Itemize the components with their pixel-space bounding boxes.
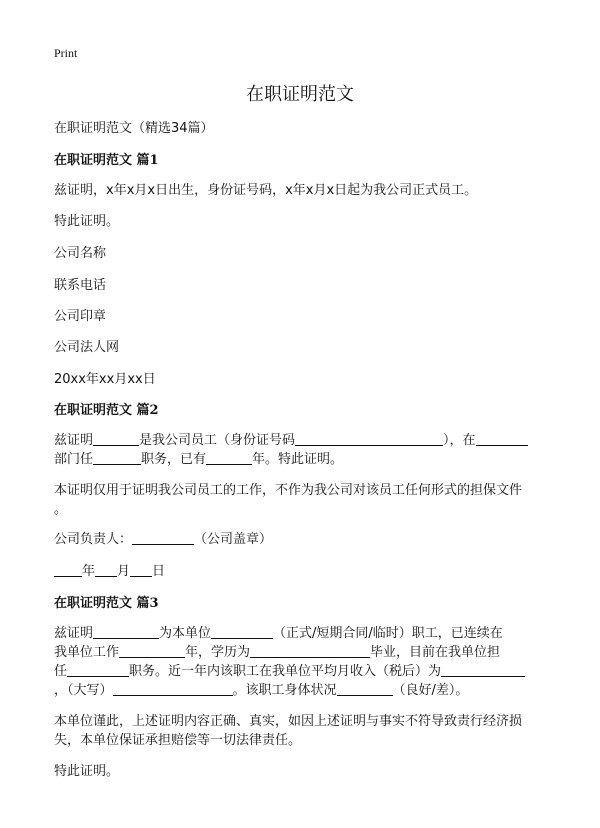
position-blank	[93, 451, 141, 465]
section2-para2-line1: 本证明仅用于证明我公司员工的工作，不作为我公司对该员工任何形式的担保文件	[54, 483, 523, 498]
section3-para2-line1: 本单位谨此，上述证明内容正确、真实，如因上述证明与事实不符导致责行经济损	[54, 714, 523, 729]
section1-date: 20xx年xx月xx日	[54, 372, 156, 387]
page-title: 在职证明范文	[246, 84, 354, 105]
section1-heading: 在职证明范文 篇1	[54, 153, 159, 168]
section2-date-line: 年 月 日	[54, 563, 554, 580]
print-label: Print	[54, 46, 78, 60]
years-blank	[206, 451, 252, 465]
section3-para2-line2: 失，本单位保证承担赔偿等一切法律责任。	[54, 733, 302, 748]
subtitle: 在职证明范文（精选34篇）	[54, 121, 214, 136]
phone-label: 联系电话	[54, 278, 107, 293]
section3-line4: ，（大写） 。该职工身体状况 （良好/差）。	[54, 683, 469, 698]
section2-para1-line1: 兹证明 是我公司员工（身份证号码 ），在	[54, 432, 554, 449]
responsible-line: 公司负责人： （公司盖章）	[54, 532, 273, 547]
legal-person-label: 公司法人网	[54, 340, 120, 355]
section3-note: 特此证明。	[54, 764, 120, 779]
section1-body: 兹证明，x年x月x日出生，身份证号码，x年x月x日起为我公司正式员工。	[54, 183, 478, 198]
section3-line1: 兹证明 为本单位 （正式/短期合同/临时）职工，已连续在	[54, 626, 503, 641]
id-number-blank	[295, 432, 443, 446]
section3-line3: 任 职务。近一年内该职工在我单位平均月收入（税后）为	[54, 663, 554, 680]
company-name-label: 公司名称	[54, 246, 107, 261]
section2-para2-line2: 。	[54, 502, 68, 517]
name-blank	[93, 432, 139, 446]
section2-heading: 在职证明范文 篇2	[54, 403, 159, 418]
section3-heading: 在职证明范文 篇3	[54, 596, 159, 611]
section1-note: 特此证明。	[54, 214, 120, 229]
seal-label: 公司印章	[54, 309, 107, 324]
department-blank	[476, 432, 528, 446]
section3-line2: 我单位工作 年，学历为 毕业，目前在我单位担	[54, 645, 501, 660]
section2-para1-line2: 部门任 职务，已有 年。特此证明。	[54, 452, 344, 467]
responsible-blank	[132, 531, 194, 545]
